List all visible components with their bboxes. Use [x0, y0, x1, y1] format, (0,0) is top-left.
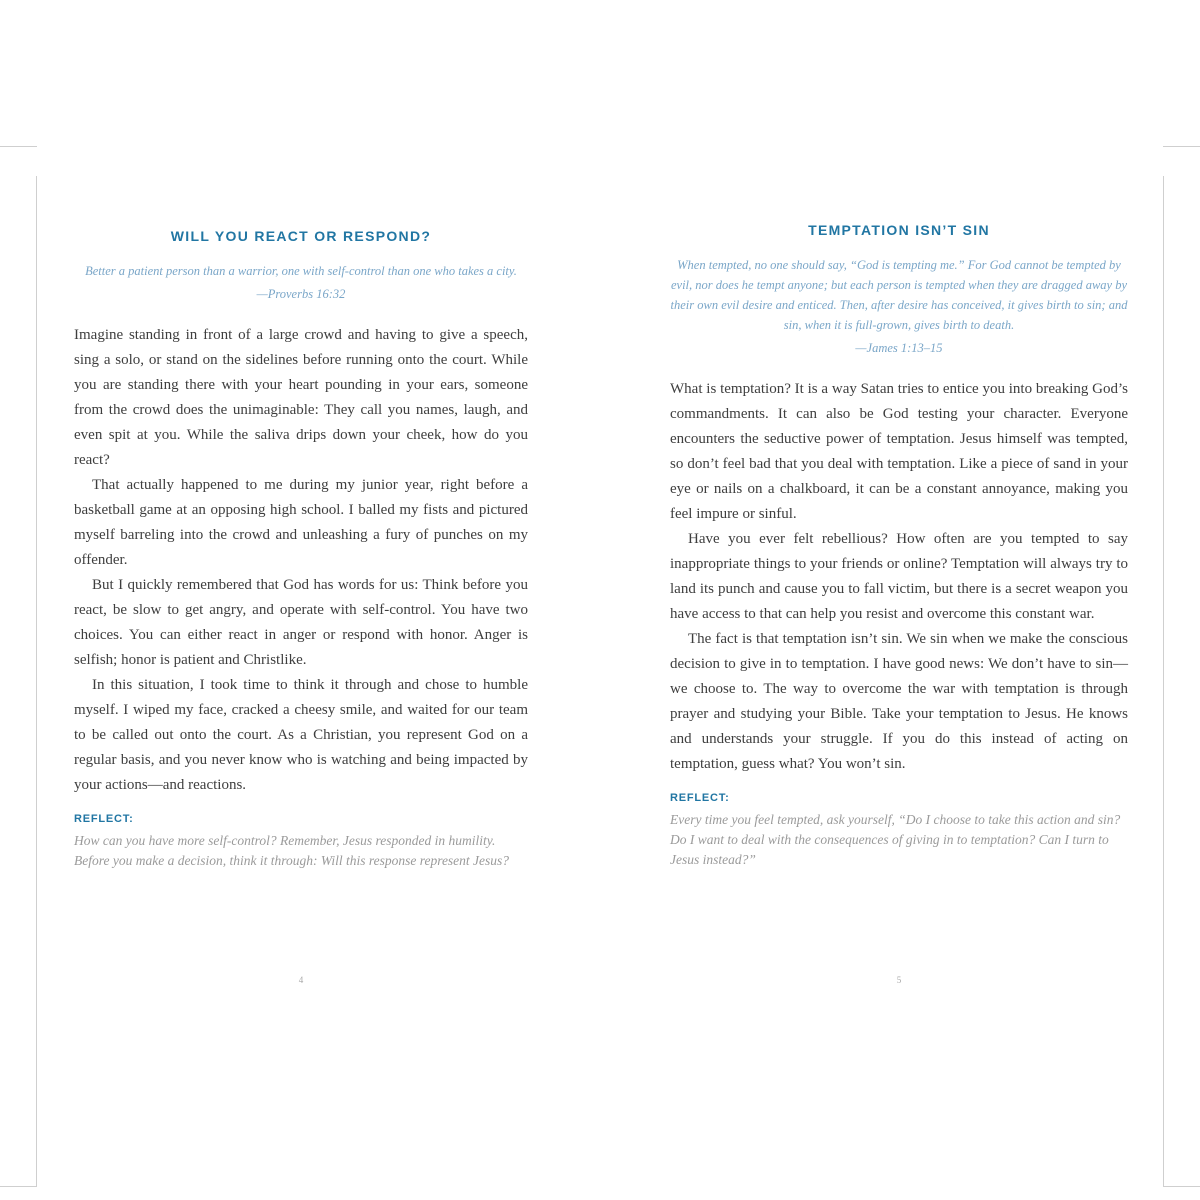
- body-paragraph: Imagine standing in front of a large crowd and having to give a speech, sing a solo, or stand on the sidelines before running onto the court. While you are standing there with your heart pounding in your ears, someone from the crowd does the unimaginable: They call you names, laugh, and even spit at you. While the saliva drips down your cheek, how do you react?: [74, 327, 528, 468]
- body-paragraph: What is temptation? It is a way Satan tries to entice you into breaking God’s commandments. It can also be God testing your character. Everyone encounters the seductive power of temptation. Jesus himself was tempted, so don’t feel bad that you deal with temptation. Like a piece of sand in your eye or nails on a chalkboard, it can be a constant annoyance, making you feel impure or sinful.: [670, 381, 1128, 522]
- frame-top-right-notch: [1163, 146, 1200, 147]
- frame-bottom-left-notch: [0, 1186, 37, 1187]
- right-page-number: 5: [896, 975, 902, 985]
- left-page: [74, 228, 528, 871]
- right-epigraph-attribution: —James 1:13–15: [855, 341, 943, 355]
- reflect-text: Every time you feel tempted, ask yourself, “Do I choose to take this action and sin? Do I want to deal with the consequences of giving in to temptation? Can I turn to Jesus instead?”: [670, 812, 1121, 867]
- right-page: [670, 222, 1128, 870]
- reflect-label: REFLECT:: [74, 813, 134, 825]
- page-border-left: [36, 176, 37, 1186]
- left-epigraph: Better a patient person than a warrior, one with self-control than one who takes a city.: [85, 264, 517, 278]
- body-paragraph: That actually happened to me during my junior year, right before a basketball game at an opposing high school. I balled my fists and pictured myself barreling into the crowd and unleashing a fury of punches on my offender.: [74, 477, 528, 568]
- left-body: [74, 323, 528, 798]
- left-chapter-title: WILL YOU REACT OR RESPOND?: [170, 228, 432, 244]
- frame-bottom-right-notch: [1163, 1186, 1200, 1187]
- body-paragraph: In this situation, I took time to think it through and chose to humble myself. I wiped my face, cracked a cheesy smile, and waited for our team to be called out onto the court. As a Christian, you represent God on a regular basis, and you never know who is watching and being impacted by your actions—and reactions.: [74, 677, 528, 793]
- left-reflect-section: [74, 813, 528, 871]
- page-border-right: [1163, 176, 1164, 1186]
- body-paragraph: But I quickly remembered that God has words for us: Think before you react, be slow to get angry, and operate with self-control. You have two choices. You can either react in anger or respond with honor. Anger is selfish; honor is patient and Christlike.: [74, 577, 528, 668]
- right-body: [670, 377, 1128, 777]
- body-paragraph: Have you ever felt rebellious? How often are you tempted to say inappropriate things to your friends or online? Temptation will always try to land its punch and cause you to fall victim, but there is a secret weapon you have access to that can help you resist and overcome this constant war.: [670, 531, 1128, 622]
- right-reflect-section: [670, 792, 1128, 870]
- frame-top-left-notch: [0, 146, 37, 147]
- right-chapter-title: TEMPTATION ISN’T SIN: [808, 222, 990, 238]
- reflect-label: REFLECT:: [670, 792, 730, 804]
- left-page-number: 4: [298, 975, 304, 985]
- right-epigraph: When tempted, no one should say, “God is tempting me.” For God cannot be tempted by evil, nor does he tempt anyone; but each person is tempted when they are dragged away by their own evil desire and enticed. Then, after desire has conceived, it gives birth to sin; and sin, when it is full-grown, gives birth to death.: [670, 258, 1128, 332]
- reflect-text: How can you have more self-control? Remember, Jesus responded in humility. Before you make a decision, think it through: Will this response represent Jesus?: [74, 833, 510, 868]
- left-epigraph-attribution: —Proverbs 16:32: [256, 287, 346, 301]
- body-paragraph: The fact is that temptation isn’t sin. We sin when we make the conscious decision to give in to temptation. I have good news: We don’t have to sin—we choose to. The way to overcome the war with temptation is through prayer and studying your Bible. Take your temptation to Jesus. He knows and understands your struggle. If you do this instead of acting on temptation, guess what? You won’t sin.: [670, 631, 1128, 772]
